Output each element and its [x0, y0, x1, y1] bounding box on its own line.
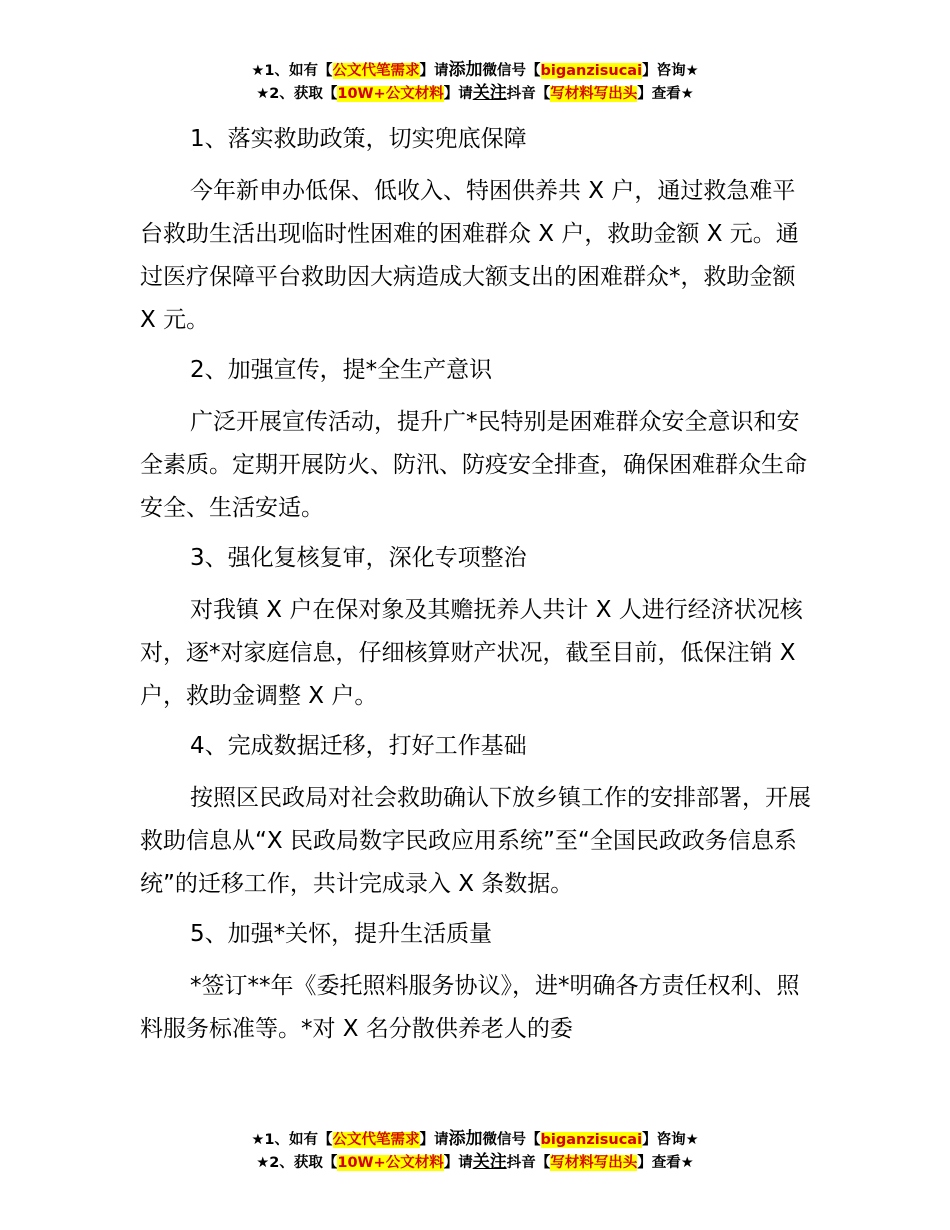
section-heading: 1、落实救助政策，切实兜底保障	[190, 126, 527, 152]
header-banner	[0, 59, 950, 105]
section-heading: 3、强化复核复审，深化专项整治	[190, 545, 527, 571]
footer-banner	[0, 1128, 950, 1174]
highlight-service: 公文代笔需求	[332, 63, 420, 79]
banner-line-2: ★2、获取【10W+公文材料】请关注抖音【写材料写出头】查看★	[256, 1152, 694, 1172]
document-body	[140, 118, 812, 1058]
highlight-wechat-id: biganzisucai	[540, 63, 643, 79]
banner-line-1: ★1、如有【公文代笔需求】请添加微信号【biganzisucai】咨询★	[251, 1129, 699, 1149]
section-paragraph: 今年新申办低保、低收入、特困供养共 X 户，通过救急难平台救助生活出现临时性困难的困难群众 X 户，救助金额 X 元。通过医疗保障平台救助因大病造成大额支出的困难群众*，救助金额 X 元。	[140, 178, 799, 333]
highlight-douyin: 写材料写出头	[550, 86, 638, 102]
banner-line-1: ★1、如有【公文代笔需求】请添加微信号【biganzisucai】咨询★	[251, 60, 699, 80]
highlight-materials: 10W+公文材料	[337, 1155, 444, 1171]
section-paragraph: *签订**年《委托照料服务协议》，进*明确各方责任权利、照料服务标准等。*对 X 名分散供养老人的委	[140, 973, 800, 1042]
highlight-materials: 10W+公文材料	[337, 86, 444, 102]
section-heading: 5、加强*关怀，提升生活质量	[190, 921, 493, 947]
section-heading: 4、完成数据迁移，打好工作基础	[190, 733, 527, 759]
highlight-wechat-id: biganzisucai	[540, 1132, 643, 1148]
highlight-service: 公文代笔需求	[332, 1132, 420, 1148]
section-paragraph: 对我镇 X 户在保对象及其赡抚养人共计 X 人进行经济状况核对，逐*对家庭信息，仔细核算财产状况，截至目前，低保注销 X 户，救助金调整 X 户。	[140, 597, 803, 709]
section-paragraph: 广泛开展宣传活动，提升广*民特别是困难群众安全意识和安全素质。定期开展防火、防汛、防疫安全排查，确保困难群众生命安全、生活安适。	[140, 409, 807, 521]
section-paragraph: 按照区民政局对社会救助确认下放乡镇工作的安排部署，开展救助信息从“X 民政局数字民政应用系统”至“全国民政政务信息系统”的迁移工作，共计完成录入 X 条数据。	[140, 785, 811, 897]
highlight-douyin: 写材料写出头	[550, 1155, 638, 1171]
banner-line-2: ★2、获取【10W+公文材料】请关注抖音【写材料写出头】查看★	[256, 83, 694, 103]
section-heading: 2、加强宣传，提*全生产意识	[190, 357, 493, 383]
